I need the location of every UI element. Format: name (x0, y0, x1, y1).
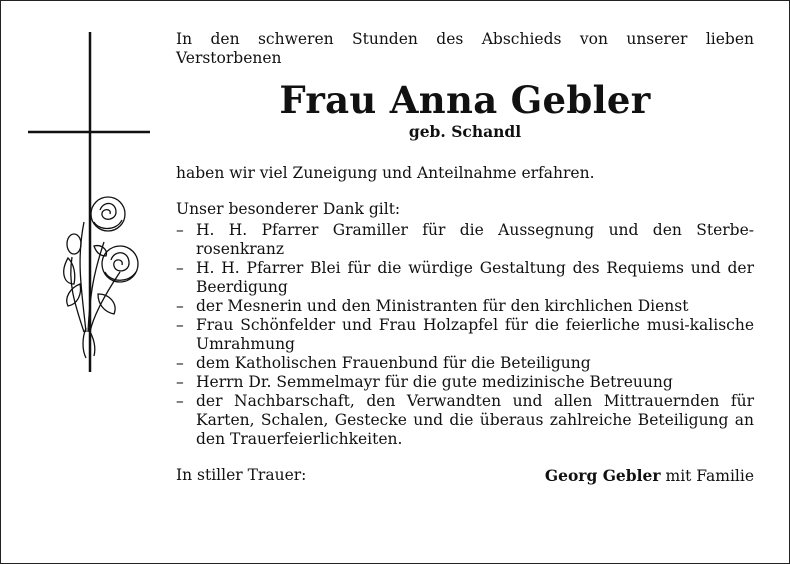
signature-names (545, 466, 754, 486)
list-item: – dem Katholischen Frauenbund für die Beteiligung (176, 354, 754, 373)
thanks-list (176, 221, 754, 449)
deceased-name: Frau Anna Gebler (279, 78, 651, 122)
list-item: – Herrn Dr. Semmelmayr für die gute medizinische Betreuung (176, 373, 754, 392)
list-item: – der Nachbarschaft, den Verwandten und allen Mittrauernden für Karten, Schalen, Gestecke und die überaus zahlreiche Beteiligung an den Trauerfeierlichkeiten. (176, 392, 754, 449)
maiden-name: geb. Schandl (408, 122, 522, 141)
signer-suffix: mit Familie (665, 467, 754, 485)
signature-label: In stiller Trauer: (176, 466, 307, 484)
list-item: – der Mesnerin und den Ministranten für den kirchlichen Dienst (176, 297, 754, 316)
obituary-content (176, 30, 754, 486)
list-item: – H. H. Pfarrer Blei für die würdige Gestaltung des Requiems und der Beerdigung (176, 259, 754, 297)
intro-text: In den schweren Stunden des Abschieds von unserer lieben Verstorbenen (176, 30, 754, 67)
cross-icon (24, 32, 154, 372)
thanks-heading: Unser besonderer Dank gilt: (176, 200, 401, 218)
cross-with-roses (24, 32, 154, 372)
received-text: haben wir viel Zuneigung und Anteilnahme erfahren. (176, 164, 595, 182)
roses-icon (64, 197, 138, 358)
list-item: – Frau Schönfelder und Frau Holzapfel für die feierliche musi-kalische Umrahmung (176, 316, 754, 354)
signer-name: Georg Gebler (544, 466, 661, 485)
signature (176, 466, 754, 486)
list-item: – H. H. Pfarrer Gramiller für die Aussegnung und den Sterbe-rosenkranz (176, 221, 754, 259)
